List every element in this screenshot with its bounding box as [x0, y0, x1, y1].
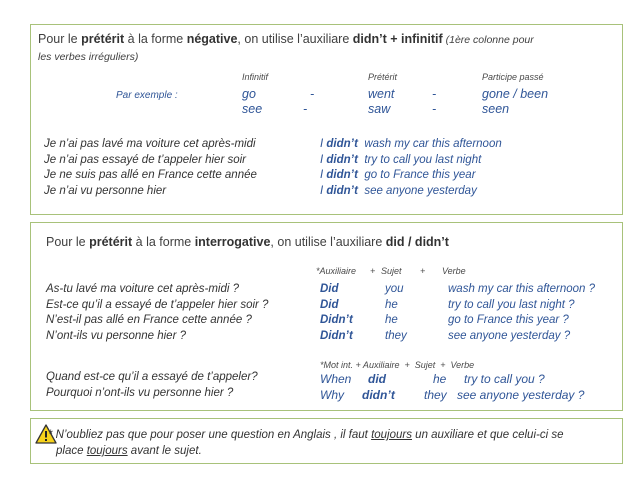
neg-fr-0: Je n’ai pas lavé ma voiture cet après-midi: [44, 138, 256, 150]
q-en-3: Didn’t they see anyone yesterday ?: [320, 329, 571, 342]
wh-fr-list: [46, 370, 258, 401]
verb-dash-1b: -: [432, 102, 437, 116]
verb-part-1: seen: [482, 102, 510, 116]
q-fr-2: N’est-il pas allé en France cette année ?: [46, 314, 252, 326]
neg-en-list: [320, 137, 502, 199]
neg-fr-2: Je ne suis pas allé en France cette année: [44, 169, 257, 181]
neg-fr-1: Je n’ai pas essayé de t’appeler hier soir: [44, 153, 247, 166]
verb-dash-1a: -: [303, 102, 308, 116]
q-fr-3: N’ont-ils vu personne hier ?: [46, 329, 186, 342]
wh-en-list: [320, 372, 620, 403]
verb-dash-0a: -: [310, 87, 315, 101]
negative-intro-note: les verbes irréguliers): [38, 51, 139, 63]
wh-en-0: When did he try to call you ?: [320, 372, 545, 386]
verb-pret-1: saw: [368, 102, 391, 116]
q-fr-list: [46, 282, 268, 344]
aux-header-plus2: +: [420, 266, 426, 276]
example-label: Par exemple :: [116, 90, 178, 101]
verb-inf-0: go: [242, 87, 256, 101]
header-infinitif: Infinitif: [242, 72, 269, 82]
warning-text: * N’oubliez pas que pour poser une question en Anglais , il faut toujours un auxiliare et que celui-ci se place toujours avant le sujet.: [48, 429, 564, 457]
verbe-header-label: Verbe: [442, 266, 466, 276]
negative-intro: Pour le prétérit à la forme négative, on utilise l’auxiliare didn’t + infinitif (1ère colonne pour: [38, 32, 534, 46]
q-en-1: Did he try to call you last night ?: [320, 298, 575, 311]
interrogative-intro: Pour le prétérit à la forme interrogative, on utilise l’auxiliare did / didn’t: [46, 235, 449, 249]
wh-fr-0: Quand est-ce qu’il a essayé de t’appeler?: [46, 371, 258, 383]
verb-pret-0: went: [368, 87, 395, 101]
aux-header-plus1: +: [370, 266, 376, 276]
aux-header-label: *Auxiliaire: [316, 266, 357, 276]
q-en-0: Did you wash my car this afternoon ?: [320, 283, 596, 295]
neg-en-0: I didn’t wash my car this afternoon: [320, 138, 502, 150]
neg-fr-3: Je n’ai vu personne hier: [44, 184, 167, 197]
q-en-2: Didn’t he go to France this year ?: [320, 314, 569, 326]
neg-en-3: I didn’t see anyone yesterday: [320, 184, 477, 197]
header-preterit: Prétérit: [368, 72, 398, 82]
q-en-list: [320, 282, 620, 344]
neg-en-2: I didn’t go to France this year: [320, 169, 476, 181]
q-fr-1: Est-ce qu’il a essayé de t’appeler hier soir ?: [46, 298, 269, 311]
verb-part-0: gone / been: [482, 87, 549, 101]
sujet-header-label: Sujet: [381, 266, 402, 276]
header-participe: Participe passé: [482, 72, 544, 82]
verb-inf-1: see: [242, 102, 263, 116]
wh-header: *Mot int. + Auxiliaire + Sujet + Verbe: [320, 360, 475, 370]
verb-dash-0b: -: [432, 87, 437, 101]
neg-en-1: I didn’t try to call you last night: [320, 153, 482, 166]
q-fr-0: As-tu lavé ma voiture cet après-midi ?: [46, 283, 240, 295]
neg-fr-list: [44, 137, 257, 199]
wh-en-1: Why didn’t they see anyone yesterday ?: [320, 387, 585, 402]
wh-fr-1: Pourquoi n’ont-ils vu personne hier ?: [46, 386, 234, 399]
